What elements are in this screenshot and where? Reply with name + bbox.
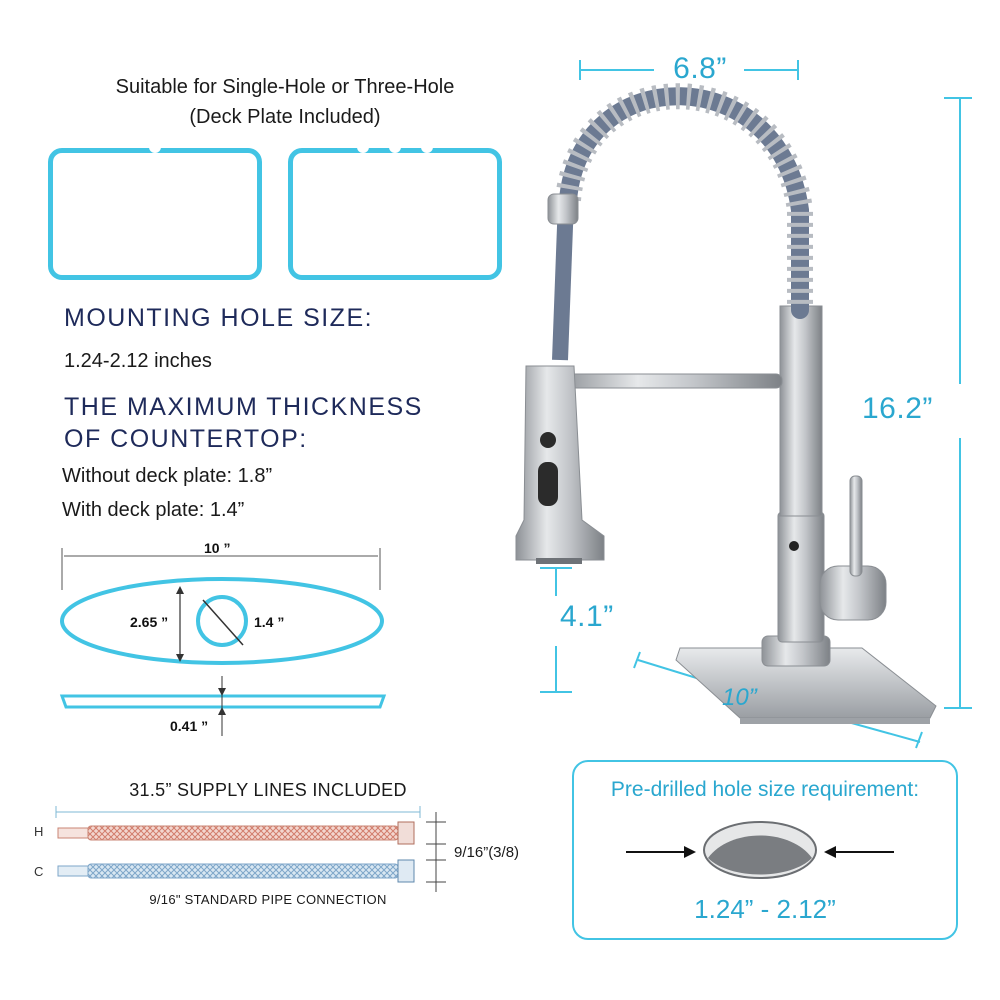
without-deck-plate-text: Without deck plate: 1.8” [62, 465, 273, 487]
deck-plate-width-label: 2.65 ” [130, 614, 169, 630]
spring-hose [568, 96, 800, 310]
deck-plate-hole-label: 1.4 ” [254, 614, 285, 630]
hot-label: H [34, 824, 44, 839]
with-deck-plate-text: With deck plate: 1.4” [62, 499, 245, 521]
height-label: 16.2” [862, 392, 933, 425]
deck-plate-edge [740, 718, 930, 724]
reach-label: 6.8” [673, 52, 727, 85]
sprayer-nozzle [536, 558, 582, 564]
countertop-heading-line2: OF COUNTERTOP: [64, 425, 308, 453]
hose-connector [548, 194, 578, 224]
spray-button-icon [540, 432, 556, 448]
suitability-line2: (Deck Plate Included) [189, 106, 381, 128]
predrilled-title: Pre-drilled hole size requirement: [610, 778, 920, 801]
deck-plate-thickness-label: 0.41 ” [170, 718, 209, 734]
suitability-line1: Suitable for Single-Hole or Three-Hole [115, 76, 455, 98]
cold-label: C [34, 864, 44, 879]
sprayer-holder-arm [560, 374, 782, 388]
hot-hose [88, 826, 398, 840]
deck-plate-side-outline [62, 696, 384, 707]
mounting-hole-heading: MOUNTING HOLE SIZE: [64, 304, 374, 332]
sprayer-head [516, 366, 604, 560]
cold-hose-nut [398, 860, 414, 882]
faucet-column [780, 306, 822, 516]
faucet-body [778, 512, 824, 642]
spout-height-label: 4.1” [560, 600, 614, 633]
fitting-size-label: 9/16”(3/8) [454, 844, 520, 861]
faucet-lever [850, 476, 862, 576]
dimension-tick [916, 732, 922, 748]
deck-plate-length-label: 10 ” [204, 540, 231, 556]
supply-lines-illustration [56, 806, 446, 892]
supply-lines-title: 31.5” SUPPLY LINES INCLUDED [129, 780, 407, 800]
spray-mode-button-icon [538, 462, 558, 506]
hot-hose-nut [398, 822, 414, 844]
plate-length-label: 10” [722, 684, 757, 711]
sensor-icon [789, 541, 799, 551]
countertop-heading-line1: THE MAXIMUM THICKNESS [64, 393, 423, 421]
deck-plate-side-view [62, 676, 384, 736]
predrilled-range: 1.24” - 2.12” [694, 894, 836, 924]
cold-hose [88, 864, 398, 878]
hot-hose-fitting [58, 828, 88, 838]
deck-plate-top-view [62, 548, 382, 663]
mounting-hole-value: 1.24-2.12 inches [64, 350, 212, 372]
pipe-connection-label: 9/16" STANDARD PIPE CONNECTION [149, 892, 387, 907]
cold-hose-fitting [58, 866, 88, 876]
